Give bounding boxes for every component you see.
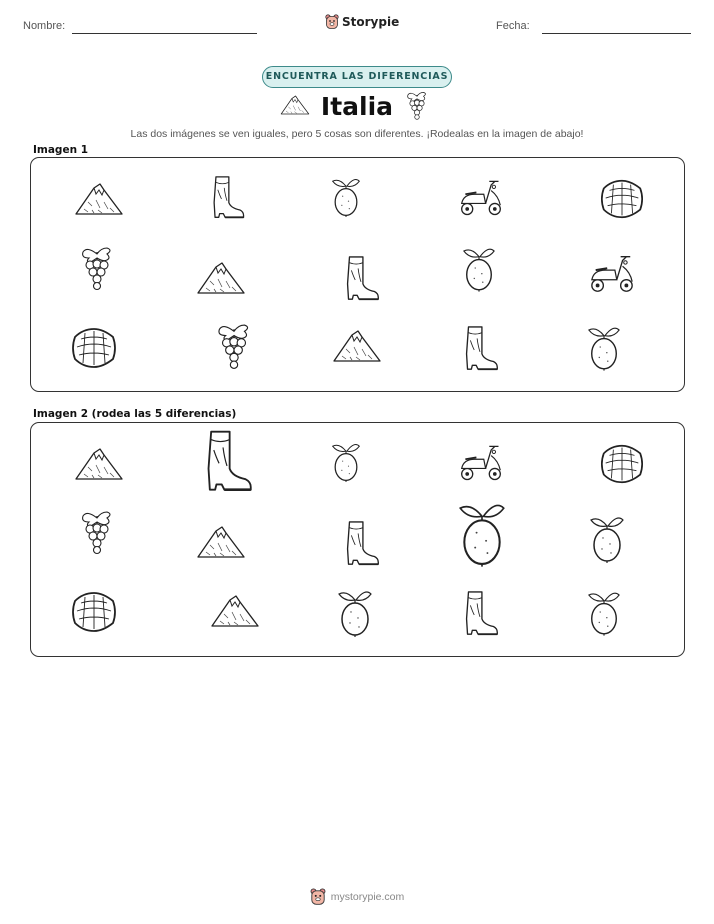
cowboy-boot-icon [459, 325, 501, 373]
grapes-icon [76, 510, 118, 556]
cowboy-boot-icon[interactable] [196, 429, 258, 495]
grapes-icon [404, 91, 430, 121]
grapes-icon [213, 323, 255, 371]
date-line[interactable] [542, 33, 691, 34]
mountain-icon [74, 445, 124, 483]
pizza-icon [69, 590, 119, 634]
mountain-icon [74, 180, 124, 218]
instructions: Las dos imágenes se ven iguales, pero 5 cosas son diferentes. ¡Rodealas en la imagen de abajo! [130, 128, 584, 140]
footer [0, 888, 714, 906]
bear-logo-icon [310, 888, 326, 906]
lemon-icon [587, 588, 621, 638]
name-line[interactable] [72, 33, 257, 34]
brand-logo [325, 14, 399, 30]
footer-url[interactable]: mystorypie.com [330, 891, 405, 903]
cowboy-boot-icon [340, 255, 382, 303]
bear-logo-icon [325, 14, 339, 30]
image2-label: Imagen 2 (rodea las 5 diferencias) [33, 408, 237, 420]
lemon-icon[interactable] [589, 514, 625, 564]
lemon-icon[interactable] [452, 500, 512, 568]
scooter-icon [458, 176, 504, 218]
banner-badge: ENCUENTRA LAS DIFERENCIAS [262, 66, 452, 88]
lemon-icon[interactable] [337, 588, 373, 638]
name-label: Nombre: [23, 20, 66, 32]
pizza-icon [69, 326, 119, 370]
cowboy-boot-icon [206, 175, 248, 221]
lemon-icon [462, 244, 496, 294]
scooter-icon [588, 250, 636, 296]
brand-name: Storypie [342, 15, 400, 29]
pizza-icon [598, 178, 646, 220]
date-label: Fecha: [496, 20, 530, 32]
lemon-icon [331, 438, 361, 486]
mountain-icon [196, 258, 246, 298]
lemon-icon [587, 323, 621, 373]
scooter-icon [458, 441, 504, 483]
mountain-icon [196, 522, 246, 562]
mountain-icon [332, 326, 382, 366]
image1-label: Imagen 1 [33, 144, 89, 156]
page-title: Italia [320, 92, 394, 121]
cowboy-boot-icon [459, 590, 501, 638]
grapes-icon [76, 246, 118, 292]
lemon-icon [331, 173, 361, 221]
pizza-icon [598, 443, 646, 485]
cowboy-boot-icon [340, 520, 382, 568]
mountain-icon[interactable] [210, 590, 260, 632]
